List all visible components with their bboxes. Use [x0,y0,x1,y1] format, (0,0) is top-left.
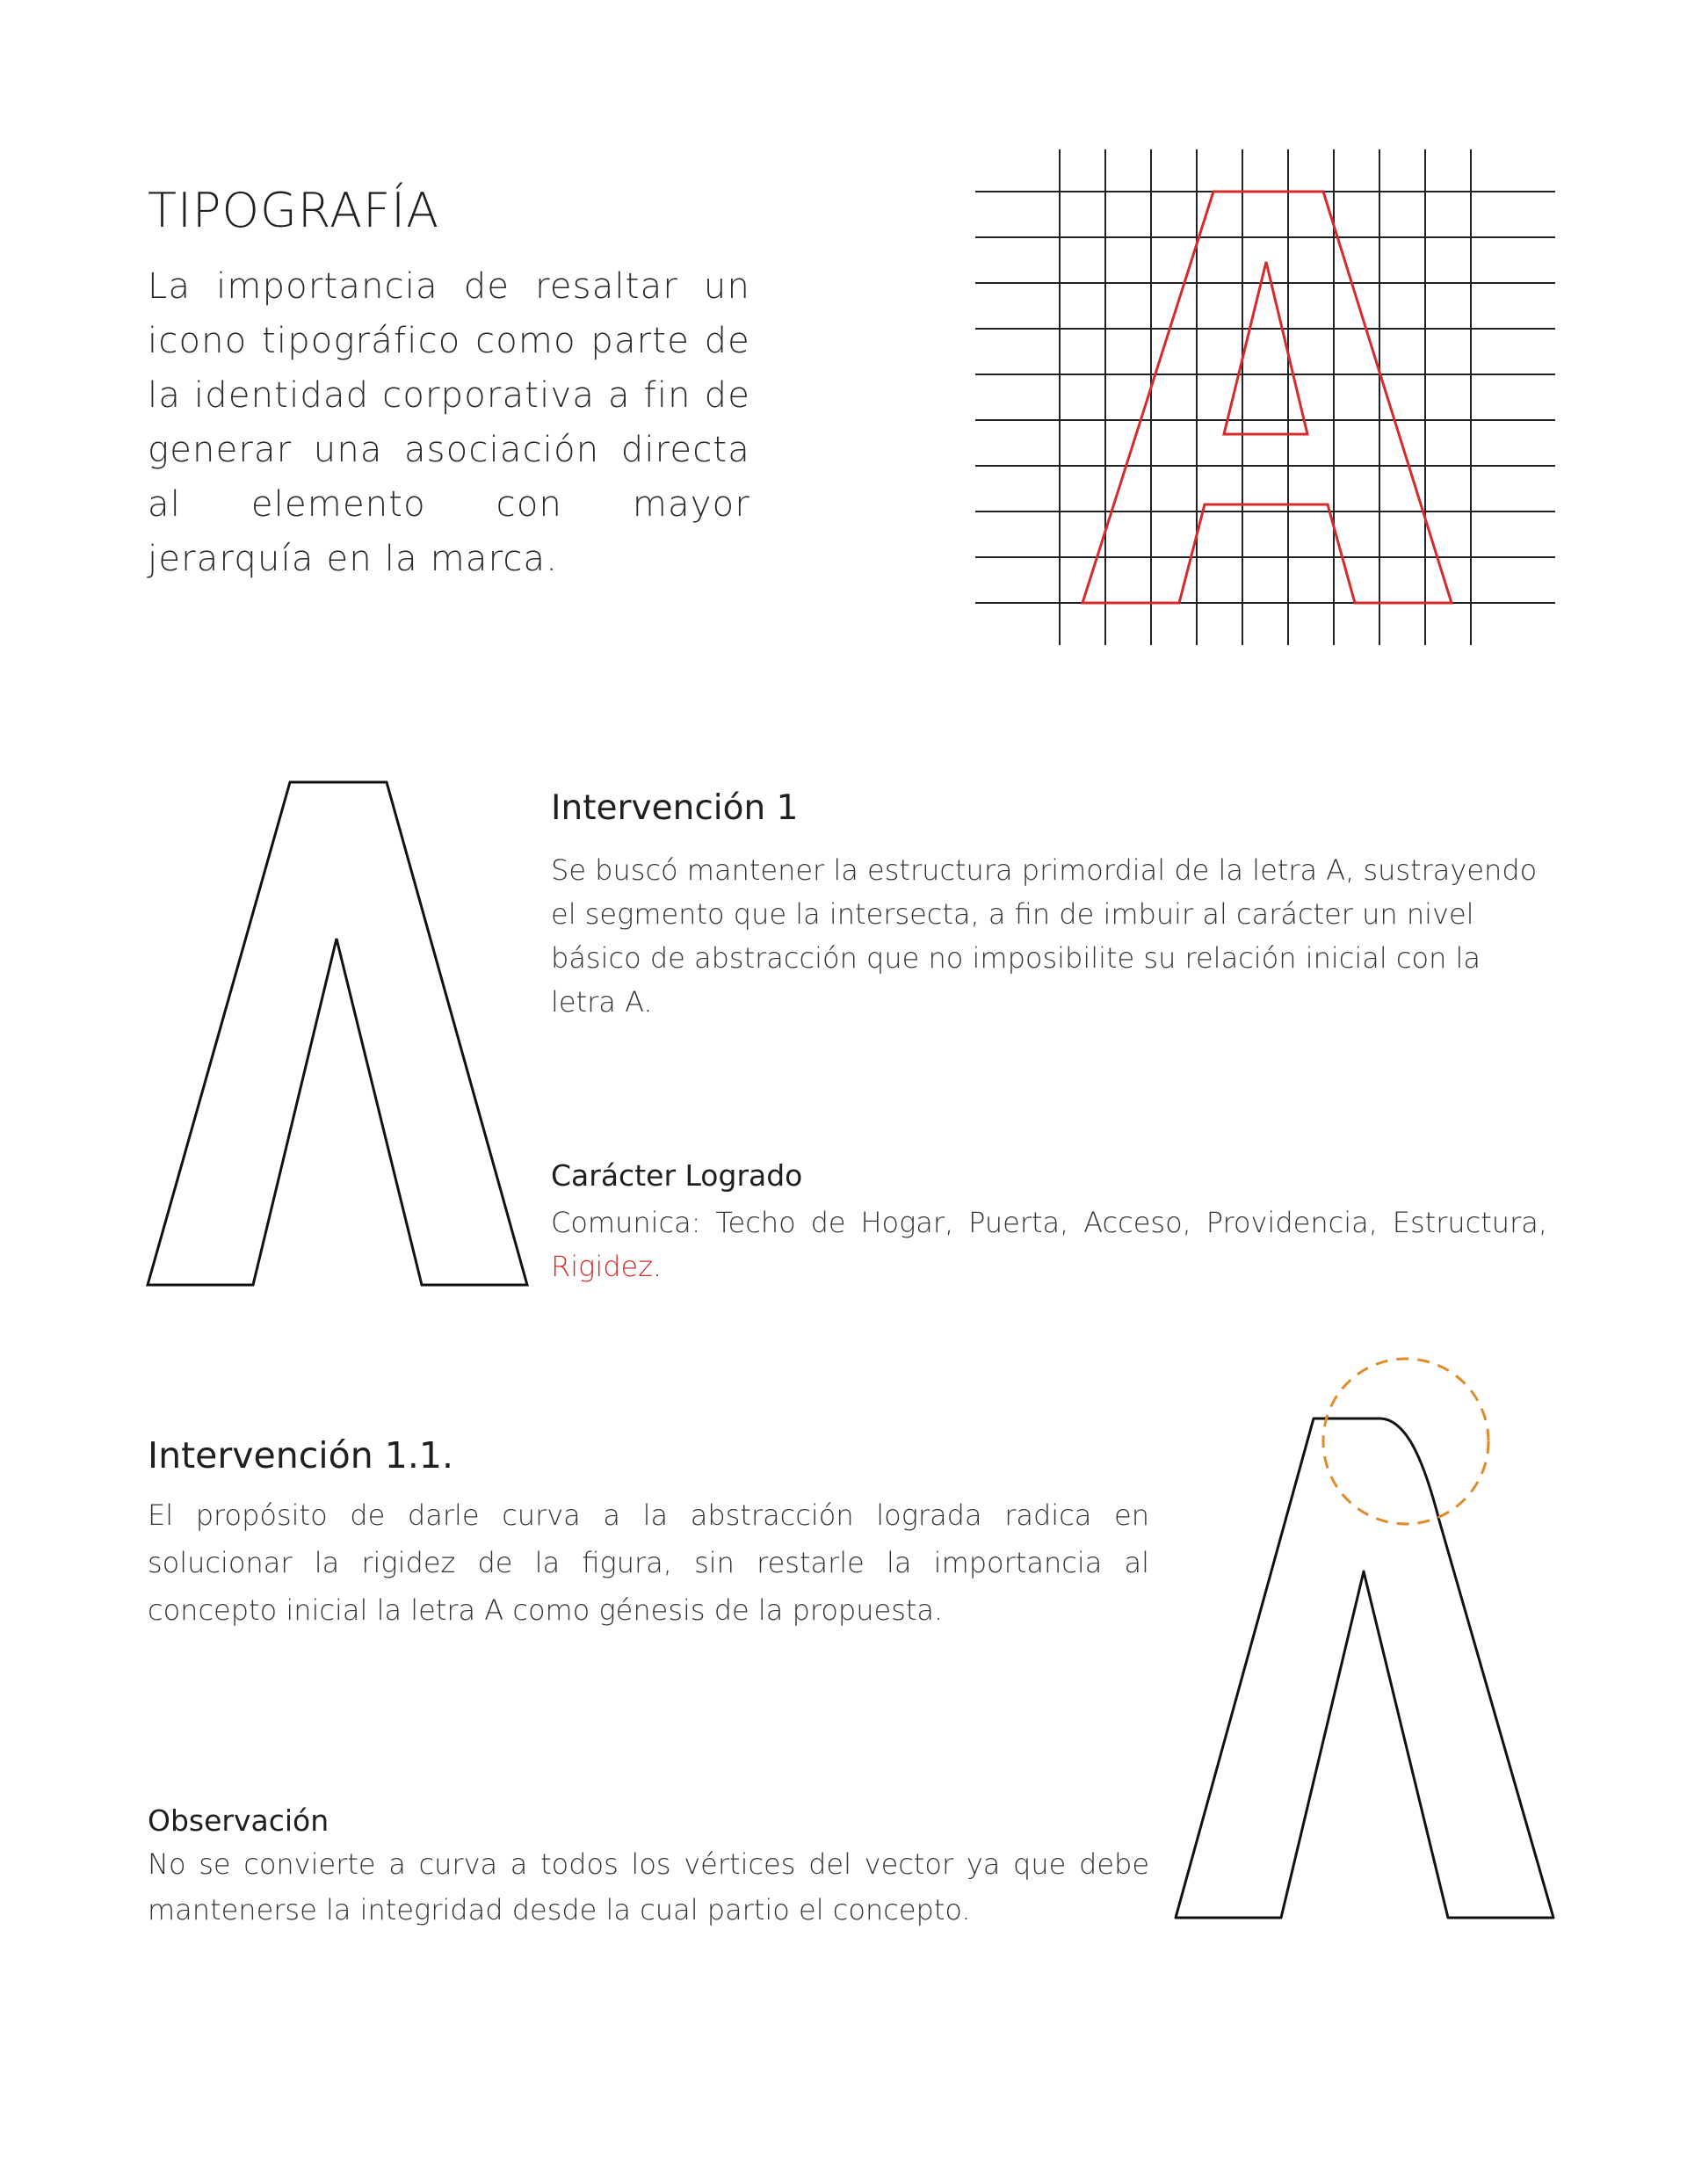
caracter-logrado-heading: Carácter Logrado [551,1158,803,1193]
caracter-logrado-body [551,1201,1547,1288]
letter-a-grid-diagram [975,149,1555,650]
observacion-body: No se convierte a curva a todos los vértices del vector ya que debe mantenerse la integridad desde la cual partio el concepto. [148,1847,1149,1926]
caracter-logrado-suffix: . [653,1250,662,1283]
intro-paragraph: La importancia de resaltar un icono tipográfico como parte de la identidad corporativa a fin de generar una asociación directa al elemento con mayor jerarquía en la marca. [148,266,750,579]
intervencion-1-1-body: El propósito de darle curva a la abstracción lograda radica en solucionar la rigidez de la figura, sin restarle la importancia al concepto inicial la letra A como génesis de la propuesta. [148,1498,1149,1627]
grid-lines [975,149,1555,645]
observacion-heading: Observación [148,1803,329,1838]
letter-a-outline [1082,192,1452,603]
intervencion-1-heading: Intervención 1 [551,788,799,828]
curve-highlight-circle [1323,1359,1488,1524]
curved-abstract-a-shape [1160,1345,1564,1942]
page-title: TIPOGRAFÍA [148,183,440,238]
abstract-a-shape [141,773,536,1301]
caracter-logrado-text: Comunica: Techo de Hogar, Puerta, Acceso, Providencia, Estructura, [551,1206,1547,1239]
intervencion-1-1-heading: Intervención 1.1. [148,1434,453,1477]
rigidez-highlight: Rigidez [551,1250,654,1283]
intervencion-1-body: Se buscó mantener la estructura primordial de la letra A, sustrayendo el segmento que la intersecta, a fin de imbuir al carácter un nivel básico de abstracción que no imposibilite su relación inicial con la letra A. [551,853,1538,1019]
